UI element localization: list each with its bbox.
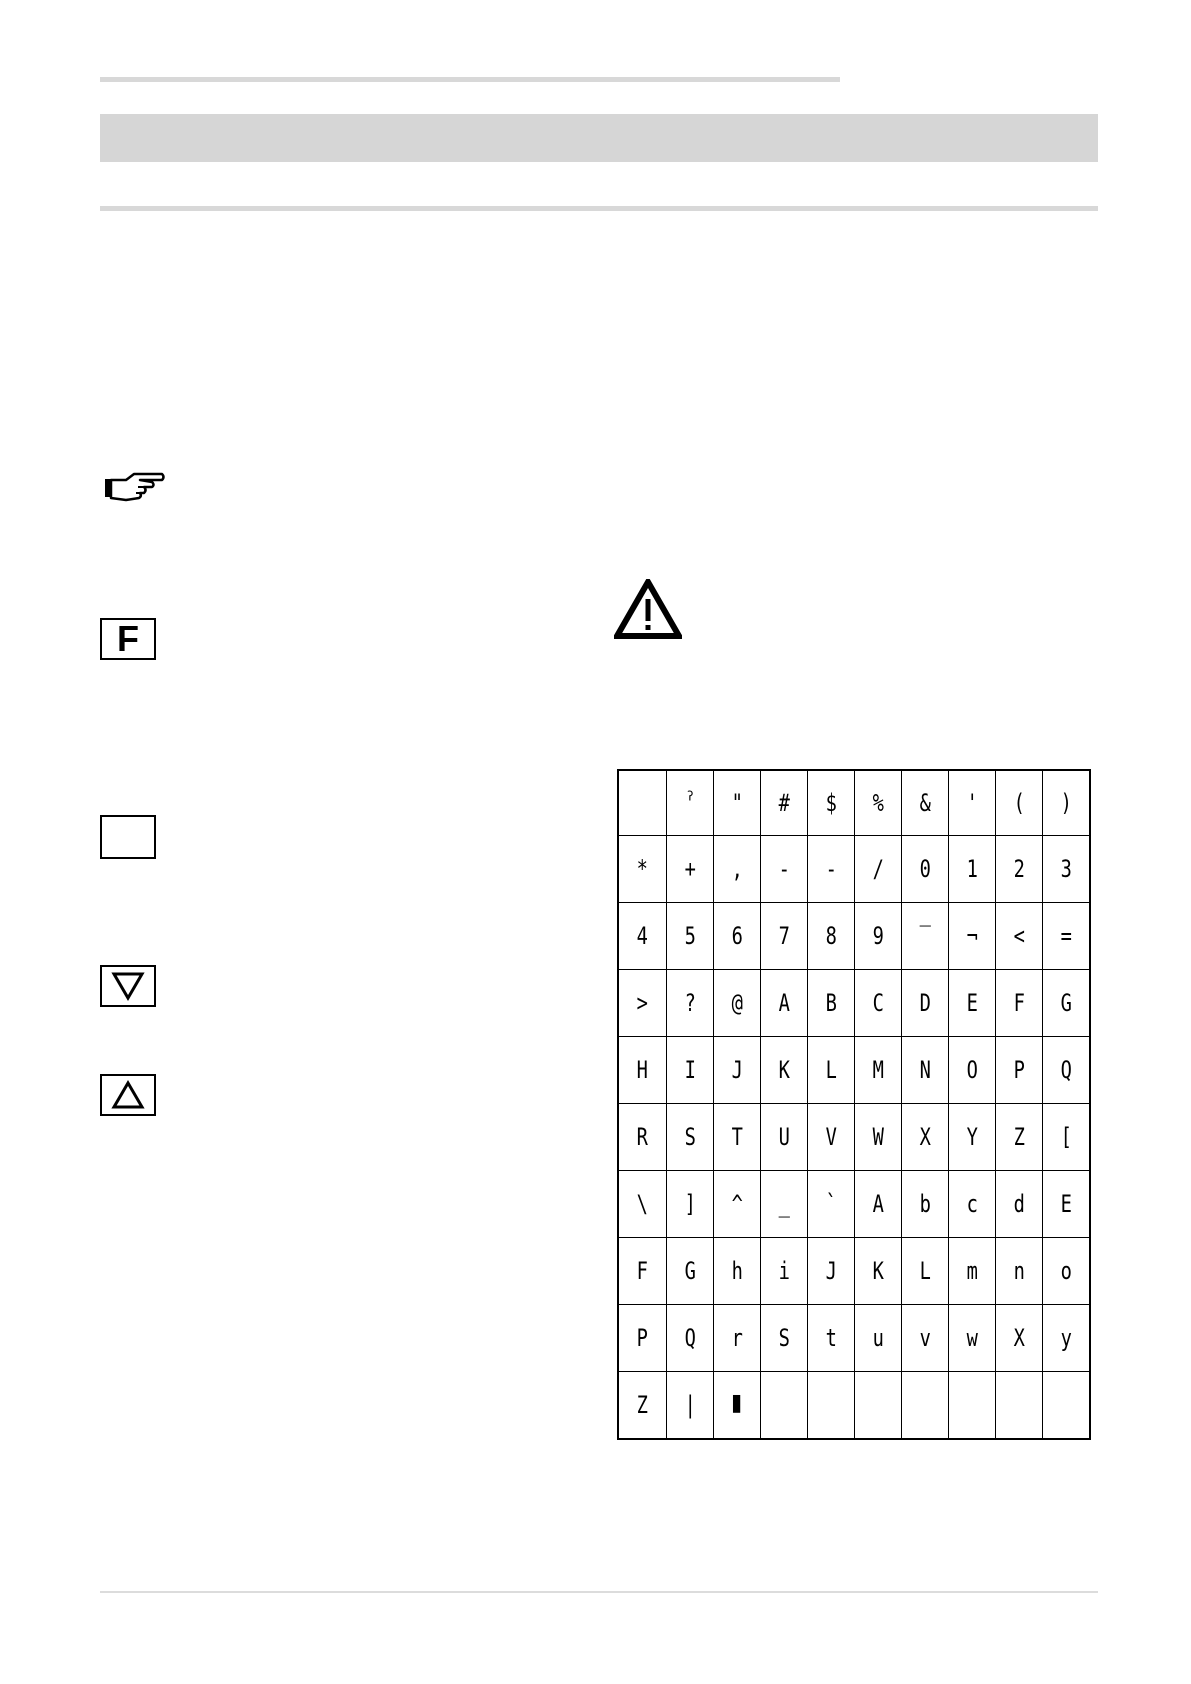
table-cell	[667, 1305, 714, 1372]
character-glyph: ,	[731, 854, 743, 883]
character-glyph: o	[1060, 1256, 1072, 1285]
character-set-table	[617, 769, 1091, 1440]
table-cell	[667, 1238, 714, 1305]
table-cell	[808, 1171, 855, 1238]
table-cell	[761, 1372, 808, 1440]
up-arrow-key-icon	[100, 1074, 156, 1116]
table-cell	[667, 770, 714, 836]
character-glyph: S	[684, 1122, 696, 1151]
table-cell	[996, 1372, 1043, 1440]
header-band	[100, 114, 1098, 162]
character-glyph: ^	[731, 1189, 743, 1218]
character-glyph: &	[919, 788, 931, 817]
section-rule	[100, 206, 1098, 211]
table-cell	[667, 1037, 714, 1104]
blank-key-icon	[100, 815, 156, 859]
table-cell	[618, 836, 667, 903]
character-glyph: ˀ	[684, 788, 696, 817]
table-cell	[808, 1305, 855, 1372]
table-cell	[996, 1037, 1043, 1104]
table-cell	[1043, 1037, 1091, 1104]
character-glyph: A	[778, 988, 790, 1017]
character-glyph: P	[1013, 1055, 1025, 1084]
table-cell	[902, 1104, 949, 1171]
table-row	[618, 970, 1090, 1037]
table-cell	[949, 903, 996, 970]
table-cell	[1043, 1104, 1091, 1171]
character-glyph: X	[919, 1122, 931, 1151]
table-cell	[714, 836, 761, 903]
table-cell	[949, 1305, 996, 1372]
table-cell	[808, 1238, 855, 1305]
character-glyph: r	[731, 1323, 743, 1352]
pointing-hand-icon	[104, 470, 166, 506]
table-cell	[808, 970, 855, 1037]
table-cell	[902, 1305, 949, 1372]
table-row	[618, 903, 1090, 970]
table-cell	[949, 1104, 996, 1171]
table-cell	[761, 1171, 808, 1238]
character-glyph: 4	[636, 921, 649, 950]
table-cell	[855, 903, 902, 970]
footer-rule	[100, 1591, 1098, 1593]
character-glyph: D	[919, 988, 931, 1017]
character-glyph: v	[919, 1323, 931, 1352]
table-cell	[949, 1238, 996, 1305]
table-cell	[808, 1037, 855, 1104]
table-cell	[855, 836, 902, 903]
character-glyph: A	[872, 1189, 884, 1218]
table-cell	[855, 1238, 902, 1305]
table-cell	[714, 1037, 761, 1104]
character-glyph: T	[731, 1122, 743, 1151]
table-cell	[902, 836, 949, 903]
character-glyph: Q	[1060, 1055, 1072, 1084]
character-glyph: Z	[1013, 1122, 1025, 1151]
table-row	[618, 1171, 1090, 1238]
table-cell	[714, 1238, 761, 1305]
table-cell	[618, 1037, 667, 1104]
table-cell	[1043, 970, 1091, 1037]
table-row	[618, 1372, 1090, 1440]
table-cell	[902, 1037, 949, 1104]
character-glyph: J	[731, 1055, 743, 1084]
character-glyph: 0	[919, 854, 931, 883]
table-cell	[855, 1372, 902, 1440]
table-cell	[714, 770, 761, 836]
character-glyph: >	[636, 988, 649, 1017]
character-glyph: L	[919, 1256, 931, 1285]
character-glyph: =	[1060, 921, 1072, 950]
character-glyph: N	[919, 1055, 931, 1084]
table-cell	[1043, 836, 1091, 903]
character-glyph: E	[966, 988, 978, 1017]
character-glyph: /	[872, 854, 884, 883]
table-cell	[761, 903, 808, 970]
character-glyph: +	[684, 854, 696, 883]
table-cell	[808, 1104, 855, 1171]
table-cell	[855, 1305, 902, 1372]
table-cell	[714, 1171, 761, 1238]
table-cell	[618, 1372, 667, 1440]
down-arrow-key-icon	[100, 965, 156, 1007]
character-glyph: t	[825, 1323, 837, 1352]
table-cell	[808, 903, 855, 970]
table-cell	[1043, 1238, 1091, 1305]
table-cell	[949, 1171, 996, 1238]
character-glyph: F	[1013, 988, 1025, 1017]
character-glyph: J	[825, 1256, 837, 1285]
table-cell	[667, 836, 714, 903]
down-triangle-icon	[111, 971, 145, 1001]
table-cell	[902, 903, 949, 970]
character-glyph: O	[966, 1055, 978, 1084]
table-cell	[761, 1037, 808, 1104]
table-row	[618, 770, 1090, 836]
character-glyph: _	[778, 1189, 790, 1218]
character-glyph: █	[733, 1395, 741, 1413]
character-glyph: 5	[684, 921, 696, 950]
table-cell	[761, 1305, 808, 1372]
character-glyph: 3	[1060, 854, 1072, 883]
table-cell	[714, 1104, 761, 1171]
character-glyph: B	[825, 988, 837, 1017]
table-cell	[902, 970, 949, 1037]
table-cell	[996, 1238, 1043, 1305]
character-glyph: 9	[872, 921, 884, 950]
table-cell	[761, 970, 808, 1037]
table-cell	[667, 903, 714, 970]
character-glyph: Y	[966, 1122, 978, 1151]
table-row	[618, 836, 1090, 903]
table-cell	[1043, 1372, 1091, 1440]
character-glyph: F	[636, 1256, 649, 1285]
character-glyph: X	[1013, 1323, 1025, 1352]
character-glyph: #	[778, 788, 790, 817]
character-glyph: 1	[966, 854, 978, 883]
character-glyph: 8	[825, 921, 837, 950]
table-cell	[808, 770, 855, 836]
character-glyph: [	[1060, 1122, 1072, 1151]
table-cell	[761, 1238, 808, 1305]
table-row	[618, 1305, 1090, 1372]
table-cell	[618, 1238, 667, 1305]
character-glyph: b	[919, 1189, 931, 1218]
character-glyph: <	[1013, 921, 1025, 950]
function-key-icon	[100, 618, 156, 660]
character-glyph: I	[684, 1055, 696, 1084]
table-cell	[761, 770, 808, 836]
table-cell	[618, 1104, 667, 1171]
character-glyph: ?	[684, 988, 696, 1017]
table-cell	[902, 1372, 949, 1440]
character-glyph: n	[1013, 1256, 1025, 1285]
character-glyph: ¬	[966, 921, 978, 950]
table-cell	[949, 1037, 996, 1104]
table-cell	[902, 770, 949, 836]
table-cell	[902, 1171, 949, 1238]
table-cell	[808, 1372, 855, 1440]
character-glyph: K	[778, 1055, 790, 1084]
character-glyph: U	[778, 1122, 790, 1151]
table-cell	[618, 903, 667, 970]
character-glyph: m	[966, 1256, 978, 1285]
table-cell	[855, 770, 902, 836]
character-glyph: Z	[636, 1390, 649, 1419]
table-row	[618, 1238, 1090, 1305]
character-glyph: 6	[731, 921, 743, 950]
table-cell	[996, 770, 1043, 836]
character-glyph: V	[825, 1122, 837, 1151]
character-glyph: w	[966, 1323, 978, 1352]
table-cell	[667, 1372, 714, 1440]
character-glyph: c	[966, 1189, 978, 1218]
top-rule	[100, 77, 840, 82]
table-cell	[618, 1171, 667, 1238]
table-cell	[1043, 770, 1091, 836]
table-cell	[902, 1238, 949, 1305]
table-cell	[1043, 1171, 1091, 1238]
table-cell	[761, 836, 808, 903]
table-cell	[714, 903, 761, 970]
character-glyph: u	[872, 1323, 884, 1352]
character-glyph: "	[731, 788, 743, 817]
character-glyph: 7	[778, 921, 790, 950]
character-glyph: |	[684, 1390, 696, 1419]
character-glyph: K	[872, 1256, 884, 1285]
table-cell	[996, 836, 1043, 903]
character-glyph: -	[778, 854, 790, 883]
table-cell	[855, 970, 902, 1037]
table-cell	[667, 1171, 714, 1238]
character-glyph: @	[731, 988, 743, 1017]
character-glyph: G	[684, 1256, 696, 1285]
character-glyph: C	[872, 988, 884, 1017]
table-cell	[618, 1305, 667, 1372]
function-key-label: F	[117, 618, 139, 659]
character-glyph: i	[778, 1256, 790, 1285]
table-cell	[714, 1372, 761, 1440]
table-cell	[855, 1037, 902, 1104]
table-cell	[855, 1171, 902, 1238]
table-row	[618, 1037, 1090, 1104]
character-glyph: %	[872, 788, 884, 817]
character-glyph: S	[778, 1323, 790, 1352]
table-cell	[808, 836, 855, 903]
character-glyph: h	[731, 1256, 743, 1285]
character-glyph: \	[636, 1189, 649, 1218]
table-cell	[761, 1104, 808, 1171]
table-cell	[996, 1305, 1043, 1372]
character-glyph: )	[1060, 788, 1072, 817]
table-cell	[618, 770, 667, 836]
character-glyph: P	[636, 1323, 649, 1352]
character-glyph: R	[636, 1122, 649, 1151]
table-cell	[996, 1171, 1043, 1238]
table-cell	[996, 903, 1043, 970]
table-cell	[949, 770, 996, 836]
table-cell	[855, 1104, 902, 1171]
character-glyph: (	[1013, 788, 1025, 817]
character-glyph: d	[1013, 1189, 1025, 1218]
table-cell	[996, 1104, 1043, 1171]
table-cell	[996, 970, 1043, 1037]
character-glyph: y	[1060, 1323, 1072, 1352]
character-glyph: `	[825, 1189, 837, 1218]
character-glyph: L	[825, 1055, 837, 1084]
character-glyph: W	[872, 1122, 884, 1151]
table-cell	[667, 970, 714, 1037]
table-cell	[949, 1372, 996, 1440]
character-glyph: M	[872, 1055, 884, 1084]
character-glyph: ]	[684, 1189, 696, 1218]
warning-triangle-icon	[614, 579, 682, 639]
character-glyph: -	[825, 854, 837, 883]
table-cell	[618, 970, 667, 1037]
table-row	[618, 1104, 1090, 1171]
character-glyph: *	[636, 854, 649, 883]
table-cell	[949, 970, 996, 1037]
table-cell	[1043, 1305, 1091, 1372]
character-glyph: $	[825, 788, 837, 817]
table-cell	[949, 836, 996, 903]
character-glyph: '	[966, 788, 978, 817]
character-glyph: 2	[1013, 854, 1025, 883]
table-cell	[714, 1305, 761, 1372]
character-glyph: E	[1060, 1189, 1072, 1218]
table-cell	[1043, 903, 1091, 970]
table-cell	[714, 970, 761, 1037]
up-triangle-icon	[111, 1080, 145, 1110]
character-glyph: Q	[684, 1323, 696, 1352]
character-glyph: ‾	[919, 921, 931, 950]
character-glyph: G	[1060, 988, 1072, 1017]
character-glyph: H	[636, 1055, 649, 1084]
table-cell	[667, 1104, 714, 1171]
